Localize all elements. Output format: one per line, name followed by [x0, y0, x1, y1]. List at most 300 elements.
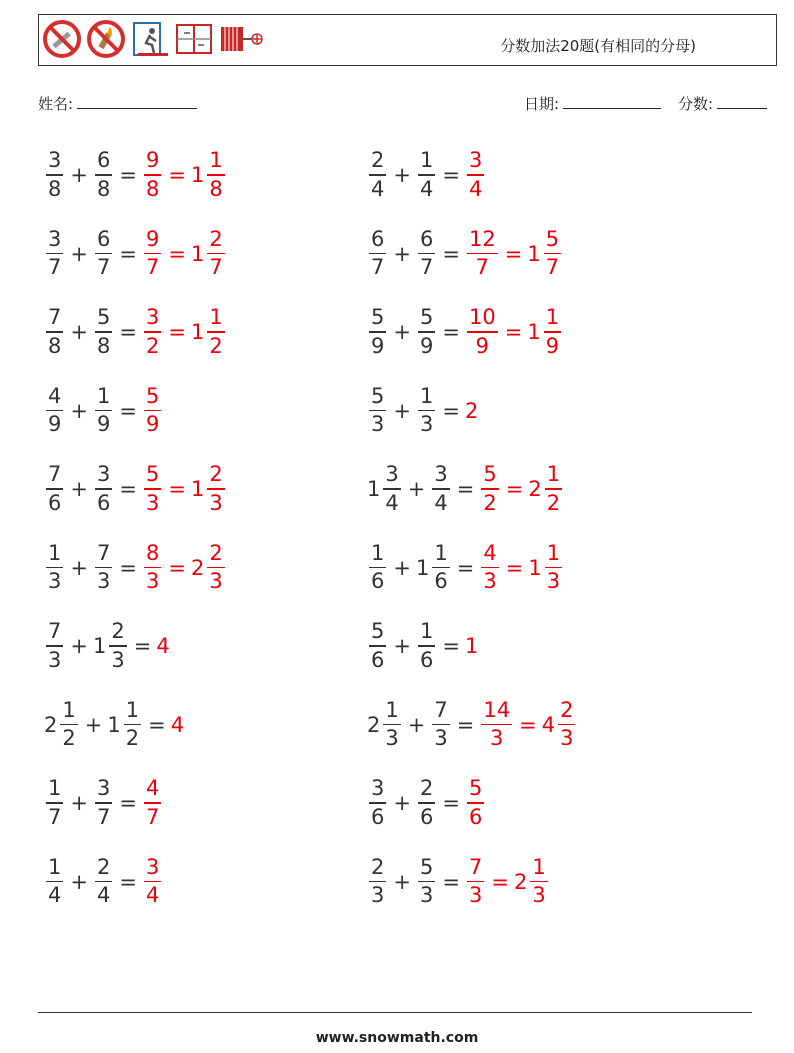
numerator: 1: [385, 697, 399, 722]
fraction-bar: [46, 645, 63, 647]
fraction-bar: [418, 331, 435, 333]
denominator: 3: [468, 883, 483, 908]
fraction-bar: [207, 488, 224, 490]
denominator: 7: [96, 255, 111, 280]
numerator: 6: [96, 148, 111, 173]
denominator: 3: [532, 883, 546, 908]
fraction: [369, 149, 386, 201]
denominator: 4: [48, 883, 62, 908]
denominator: 2: [209, 333, 223, 358]
denominator: 6: [468, 804, 483, 829]
fraction-bar: [383, 488, 400, 490]
denominator: 7: [145, 255, 160, 280]
plus-sign: +: [70, 398, 88, 423]
fraction-bar: [383, 724, 400, 726]
answer: [465, 149, 486, 201]
equals-sign: =: [442, 634, 460, 658]
answer: [142, 542, 163, 594]
fraction-bar: [418, 802, 435, 804]
numerator: 5: [419, 854, 434, 879]
whole-number: 1: [92, 634, 107, 658]
answer-fraction: [207, 306, 224, 358]
answer: [191, 306, 227, 358]
numerator: 7: [468, 854, 483, 879]
footer-url: www.snowmath.com: [315, 1030, 479, 1046]
plus-sign: +: [70, 555, 88, 580]
denominator: 6: [371, 569, 385, 594]
denominator: 9: [145, 412, 160, 437]
numerator: 1: [546, 540, 561, 565]
denominator: 7: [371, 255, 385, 280]
numerator: 7: [48, 305, 62, 330]
fraction-bar: [144, 331, 161, 333]
answer-whole: 1: [190, 163, 205, 187]
denominator: 3: [560, 726, 574, 751]
answer: [465, 777, 486, 829]
equals-sign: =: [491, 869, 509, 894]
fraction-bar: [418, 174, 435, 176]
equals-sign: =: [119, 869, 137, 894]
fraction-bar: [46, 881, 63, 883]
answer: [479, 699, 514, 751]
denominator: 9: [545, 333, 560, 358]
date-label: 日期:: [524, 95, 560, 113]
numerator: 2: [419, 776, 434, 801]
denominator: 3: [371, 883, 385, 908]
denominator: 8: [96, 333, 111, 358]
answer: [465, 856, 486, 908]
numerator: 1: [546, 462, 561, 487]
denominator: 6: [48, 490, 62, 515]
numerator: 3: [96, 776, 111, 801]
answer: [142, 777, 163, 829]
whole-number: 1: [415, 555, 430, 580]
fraction-bar: [144, 881, 161, 883]
numerator: 3: [96, 462, 111, 487]
fraction-bar: [144, 410, 161, 412]
answer: [542, 699, 578, 751]
denominator: 9: [475, 333, 490, 358]
answer-whole: 4: [170, 712, 185, 737]
numerator: 5: [371, 619, 385, 644]
problem-item: [367, 219, 563, 289]
equals-sign: =: [442, 241, 460, 266]
numerator: 6: [96, 226, 111, 251]
numerator: 3: [48, 148, 62, 173]
equals-sign: =: [133, 634, 152, 658]
denominator: 3: [419, 412, 434, 437]
answer-whole: 4: [541, 712, 556, 737]
denominator: 7: [48, 804, 62, 829]
problem-item: [44, 690, 185, 760]
answer: [191, 542, 227, 594]
answer: [191, 228, 227, 280]
answer: [527, 306, 563, 358]
problem-item: [44, 768, 163, 838]
numerator: 6: [371, 226, 385, 251]
fraction: [95, 856, 112, 908]
answer-fraction: [467, 149, 484, 201]
fraction-bar: [46, 253, 63, 255]
fraction-bar: [418, 881, 435, 883]
plus-sign: +: [70, 869, 88, 894]
denominator: 3: [145, 569, 160, 594]
equals-sign: =: [442, 320, 460, 344]
fraction-bar: [95, 802, 112, 804]
fraction: [95, 149, 112, 201]
problem-item: [367, 140, 486, 210]
fraction: [383, 699, 400, 751]
denominator: 2: [145, 333, 160, 358]
problem-item: [44, 611, 171, 681]
fraction: [95, 385, 112, 437]
fraction-bar: [60, 724, 77, 726]
fraction-bar: [481, 724, 512, 726]
numerator: 4: [145, 776, 160, 801]
denominator: 3: [48, 647, 62, 672]
denominator: 6: [371, 804, 385, 829]
numerator: 10: [468, 305, 496, 330]
fraction: [418, 620, 435, 672]
plus-sign: +: [393, 791, 411, 815]
plus-sign: +: [393, 320, 411, 344]
problem-item: [44, 376, 163, 446]
denominator: 3: [145, 490, 160, 515]
fraction-bar: [124, 724, 141, 726]
fraction-bar: [369, 645, 386, 647]
denominator: 3: [419, 883, 434, 908]
answer-whole: 4: [156, 634, 170, 658]
denominator: 9: [96, 412, 111, 437]
denominator: 6: [419, 804, 434, 829]
answer: [528, 463, 564, 515]
answer-fraction: [481, 699, 512, 751]
plus-sign: +: [70, 791, 88, 815]
plus-sign: +: [84, 712, 103, 737]
answer: [142, 463, 163, 515]
denominator: 4: [434, 490, 448, 515]
answer-fraction: [207, 149, 224, 201]
numerator: 1: [209, 305, 223, 330]
denominator: 3: [209, 569, 223, 594]
answer: [191, 149, 227, 201]
fraction-bar: [530, 881, 547, 883]
numerator: 5: [371, 383, 385, 408]
fraction: [46, 542, 63, 594]
numerator: 7: [434, 697, 448, 722]
denominator: 3: [483, 569, 497, 594]
answer-fraction: [467, 856, 484, 908]
answer-whole: 1: [190, 241, 205, 266]
fraction: [60, 699, 77, 751]
problem-item: [367, 768, 486, 838]
fraction: [124, 699, 141, 751]
plus-sign: +: [393, 555, 411, 580]
equals-sign: =: [168, 163, 186, 187]
fraction: [46, 228, 63, 280]
answer-whole: 1: [528, 555, 542, 580]
fraction: [432, 542, 449, 594]
answer: [142, 385, 163, 437]
numerator: 2: [111, 619, 125, 644]
plus-sign: +: [407, 712, 426, 737]
answer: [465, 228, 500, 280]
numerator: 5: [483, 462, 497, 487]
fraction-bar: [369, 881, 386, 883]
denominator: 3: [490, 726, 504, 751]
fraction: [95, 306, 112, 358]
equals-sign: =: [119, 555, 137, 580]
equals-sign: =: [456, 712, 475, 737]
answer: [142, 306, 163, 358]
denominator: 7: [475, 255, 490, 280]
numerator: 2: [209, 540, 223, 565]
fraction: [369, 620, 386, 672]
problem-item: [44, 847, 163, 917]
plus-sign: +: [393, 398, 411, 423]
fraction-bar: [144, 174, 161, 176]
equals-sign: =: [519, 712, 537, 737]
fraction: [46, 463, 63, 515]
fraction-bar: [545, 488, 562, 490]
fraction: [46, 777, 63, 829]
equals-sign: =: [119, 791, 137, 815]
fraction-bar: [369, 410, 386, 412]
numerator: 5: [419, 305, 434, 330]
fraction-bar: [95, 881, 112, 883]
fraction-bar: [432, 724, 449, 726]
answer-whole: 2: [190, 555, 205, 580]
denominator: 3: [96, 569, 111, 594]
fraction-bar: [369, 802, 386, 804]
numerator: 1: [125, 697, 140, 722]
plus-sign: +: [393, 869, 411, 894]
answer-fraction: [544, 228, 561, 280]
denominator: 8: [209, 176, 223, 201]
fraction-bar: [95, 253, 112, 255]
denominator: 9: [419, 333, 434, 358]
plus-sign: +: [393, 634, 411, 658]
denominator: 6: [419, 647, 434, 672]
numerator: 2: [209, 462, 223, 487]
numerator: 1: [62, 697, 76, 722]
answer-fraction: [144, 463, 161, 515]
numerator: 5: [96, 305, 111, 330]
answer-fraction: [530, 856, 547, 908]
answer-fraction: [467, 777, 484, 829]
numerator: 1: [371, 540, 385, 565]
numerator: 6: [419, 226, 434, 251]
equals-sign: =: [442, 869, 460, 894]
problem-item: [44, 533, 227, 603]
fraction-bar: [467, 253, 498, 255]
fraction: [46, 620, 63, 672]
denominator: 7: [545, 255, 560, 280]
fraction-bar: [544, 331, 561, 333]
numerator: 2: [96, 854, 111, 879]
fraction-bar: [481, 488, 498, 490]
numerator: 1: [48, 776, 62, 801]
plus-sign: +: [70, 241, 88, 266]
answer: [465, 634, 479, 658]
fraction-bar: [46, 410, 63, 412]
denominator: 4: [96, 883, 111, 908]
fraction-bar: [544, 253, 561, 255]
answer: [465, 399, 479, 423]
denominator: 7: [209, 255, 223, 280]
fraction-bar: [46, 174, 63, 176]
answer-fraction: [545, 542, 562, 594]
fraction: [46, 306, 63, 358]
equals-sign: =: [456, 555, 475, 580]
denominator: 4: [145, 883, 160, 908]
fraction: [432, 699, 449, 751]
whole-number: 1: [107, 712, 121, 737]
numerator: 2: [371, 854, 385, 879]
fraction: [369, 306, 386, 358]
numerator: 1: [545, 305, 560, 330]
denominator: 4: [468, 176, 483, 201]
denominator: 2: [62, 726, 76, 751]
numerator: 3: [468, 148, 483, 173]
fraction: [46, 856, 63, 908]
answer-fraction: [544, 306, 561, 358]
fraction-bar: [432, 567, 449, 569]
fraction: [46, 385, 63, 437]
numerator: 3: [371, 776, 385, 801]
fraction-bar: [46, 802, 63, 804]
score-label: 分数:: [678, 95, 714, 113]
numerator: 7: [48, 462, 62, 487]
answer: [514, 856, 550, 908]
fraction-bar: [95, 567, 112, 569]
denominator: 4: [385, 490, 399, 515]
fraction-bar: [207, 253, 224, 255]
answer: [465, 306, 500, 358]
fraction: [418, 856, 435, 908]
equals-sign: =: [168, 555, 186, 580]
fraction: [369, 777, 386, 829]
answer: [142, 228, 163, 280]
answer-fraction: [481, 542, 498, 594]
fraction-bar: [432, 488, 449, 490]
whole-number: 2: [44, 712, 58, 737]
answer-whole: 1: [527, 320, 541, 344]
problem-item: [367, 847, 550, 917]
numerator: 1: [48, 540, 62, 565]
numerator: 8: [145, 540, 160, 565]
fraction-bar: [207, 567, 224, 569]
equals-sign: =: [456, 477, 475, 501]
numerator: 3: [434, 462, 448, 487]
denominator: 8: [96, 176, 111, 201]
numerator: 3: [145, 305, 160, 330]
denominator: 6: [371, 647, 385, 672]
denominator: 7: [96, 804, 111, 829]
answer: [171, 713, 185, 737]
answer: [527, 228, 563, 280]
denominator: 8: [48, 333, 62, 358]
numerator: 1: [419, 383, 434, 408]
numerator: 4: [48, 383, 62, 408]
fraction-bar: [46, 567, 63, 569]
problem-item: [367, 376, 479, 446]
numerator: 5: [545, 226, 560, 251]
answer-whole: 1: [190, 320, 205, 344]
whole-number: 2: [367, 712, 381, 737]
equals-sign: =: [168, 477, 186, 501]
answer-whole: 2: [528, 477, 542, 501]
fraction-bar: [207, 174, 224, 176]
problem-item: [44, 140, 227, 210]
fraction: [369, 856, 386, 908]
answer-fraction: [144, 306, 161, 358]
plus-sign: +: [70, 477, 88, 501]
equals-sign: =: [119, 163, 137, 187]
fraction-bar: [369, 567, 386, 569]
equals-sign: =: [442, 791, 460, 815]
answer-fraction: [144, 777, 161, 829]
numerator: 9: [145, 148, 160, 173]
problem-item: [367, 533, 564, 603]
plus-sign: +: [70, 320, 88, 344]
fraction-bar: [46, 331, 63, 333]
equals-sign: =: [442, 163, 460, 187]
problem-item: [367, 690, 577, 760]
denominator: 6: [96, 490, 111, 515]
denominator: 7: [48, 255, 62, 280]
fraction: [383, 463, 400, 515]
denominator: 3: [385, 726, 399, 751]
denominator: 2: [125, 726, 140, 751]
fraction-bar: [418, 253, 435, 255]
answer-fraction: [558, 699, 575, 751]
numerator: 1: [532, 854, 546, 879]
fraction-bar: [418, 410, 435, 412]
fraction-bar: [144, 802, 161, 804]
fraction: [369, 228, 386, 280]
denominator: 8: [145, 176, 160, 201]
fraction-bar: [95, 410, 112, 412]
equals-sign: =: [442, 398, 460, 423]
answer-fraction: [144, 385, 161, 437]
problem-item: [367, 297, 563, 367]
problem-item: [367, 611, 479, 681]
answer-fraction: [207, 542, 224, 594]
numerator: 2: [209, 226, 223, 251]
answer: [528, 542, 564, 594]
numerator: 3: [385, 462, 399, 487]
fraction-bar: [109, 645, 126, 647]
answer-fraction: [144, 856, 161, 908]
denominator: 6: [434, 569, 448, 594]
fraction: [418, 777, 435, 829]
fraction-bar: [369, 331, 386, 333]
denominator: 7: [419, 255, 434, 280]
numerator: 7: [96, 540, 111, 565]
fraction-bar: [95, 331, 112, 333]
answer: [156, 634, 170, 658]
denominator: 3: [371, 412, 385, 437]
denominator: 2: [483, 490, 497, 515]
denominator: 7: [145, 804, 160, 829]
numerator: 14: [483, 697, 511, 722]
fraction-bar: [558, 724, 575, 726]
denominator: 2: [546, 490, 561, 515]
equals-sign: =: [168, 320, 186, 344]
answer-fraction: [467, 228, 498, 280]
numerator: 7: [48, 619, 62, 644]
